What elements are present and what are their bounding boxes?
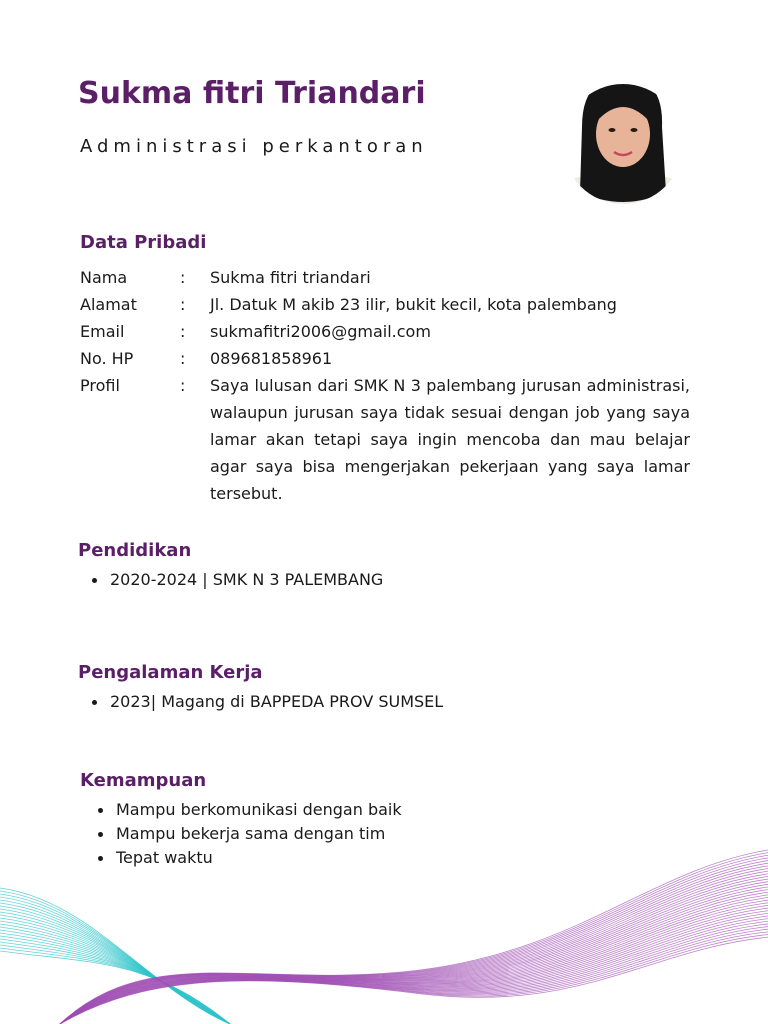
purple-wave-line xyxy=(60,855,768,1024)
purple-wave-line xyxy=(60,911,768,1024)
info-row-profile xyxy=(80,372,690,507)
candidate-role: Administrasi perkantoran xyxy=(80,136,428,157)
purple-wave-line xyxy=(60,908,768,1024)
info-value: Saya lulusan dari SMK N 3 palembang jurusan administrasi, walaupun jurusan saya tidak sesuai dengan job yang saya lamar akan tetapi saya ingin mencoba dan mau belajar agar saya bisa mengerjakan pekerjaan yang saya lamar tersebut. xyxy=(210,376,690,503)
teal-wave-line xyxy=(0,951,230,1024)
purple-wave-line xyxy=(60,882,768,1024)
list-item: Mampu berkomunikasi dengan baik xyxy=(86,798,402,822)
teal-wave-line xyxy=(0,906,230,1024)
info-key: Profil xyxy=(80,376,120,395)
info-key: Nama xyxy=(80,268,128,287)
personal-info-table xyxy=(80,264,690,507)
teal-wave-line xyxy=(0,915,230,1024)
purple-wave-line xyxy=(60,892,768,1024)
info-row-address xyxy=(80,291,690,318)
info-value: Jl. Datuk M akib 23 ilir, bukit kecil, kota palembang xyxy=(210,295,617,314)
purple-wave-line xyxy=(60,858,768,1024)
teal-wave-lines xyxy=(0,888,230,1024)
purple-wave-line xyxy=(60,903,768,1024)
info-colon: : xyxy=(180,295,186,314)
purple-wave-line xyxy=(60,876,768,1024)
list-item: 2020-2024 | SMK N 3 PALEMBANG xyxy=(80,568,383,592)
info-key: Alamat xyxy=(80,295,137,314)
purple-wave-line xyxy=(60,900,768,1024)
list-item: Tepat waktu xyxy=(86,846,402,870)
section-title-skills: Kemampuan xyxy=(80,770,207,791)
info-key: No. HP xyxy=(80,349,134,368)
list-item: Mampu bekerja sama dengan tim xyxy=(86,822,402,846)
teal-wave-line xyxy=(0,912,230,1024)
purple-wave-line xyxy=(60,895,768,1024)
info-key: Email xyxy=(80,322,125,341)
teal-wave-line xyxy=(0,921,230,1024)
list-item: 2023| Magang di BAPPEDA PROV SUMSEL xyxy=(80,690,443,714)
info-value: Sukma fitri triandari xyxy=(210,268,371,287)
info-row-email xyxy=(80,318,690,345)
candidate-name: Sukma fitri Triandari xyxy=(78,76,426,111)
section-title-personal: Data Pribadi xyxy=(80,232,207,253)
profile-photo xyxy=(562,72,684,208)
decorative-waves xyxy=(0,840,768,1024)
purple-wave-line xyxy=(60,887,768,1024)
purple-wave-lines xyxy=(60,850,768,1024)
education-list xyxy=(80,568,383,592)
purple-wave-line xyxy=(60,905,768,1024)
purple-wave-line xyxy=(60,916,768,1024)
info-value: sukmafitri2006@gmail.com xyxy=(210,322,431,341)
info-colon: : xyxy=(180,268,186,287)
purple-wave-line xyxy=(60,879,768,1024)
purple-wave-line xyxy=(60,874,768,1024)
purple-wave-line xyxy=(60,913,768,1024)
section-title-education: Pendidikan xyxy=(78,540,192,561)
experience-list xyxy=(80,690,443,714)
info-colon: : xyxy=(180,376,186,395)
teal-wave-line xyxy=(0,918,230,1024)
info-row-name xyxy=(80,264,690,291)
info-value: 089681858961 xyxy=(210,349,333,368)
info-colon: : xyxy=(180,349,186,368)
info-colon: : xyxy=(180,322,186,341)
purple-wave-line xyxy=(60,850,768,1024)
section-title-experience: Pengalaman Kerja xyxy=(78,662,263,683)
purple-wave-line xyxy=(60,898,768,1024)
info-row-phone xyxy=(80,345,690,372)
